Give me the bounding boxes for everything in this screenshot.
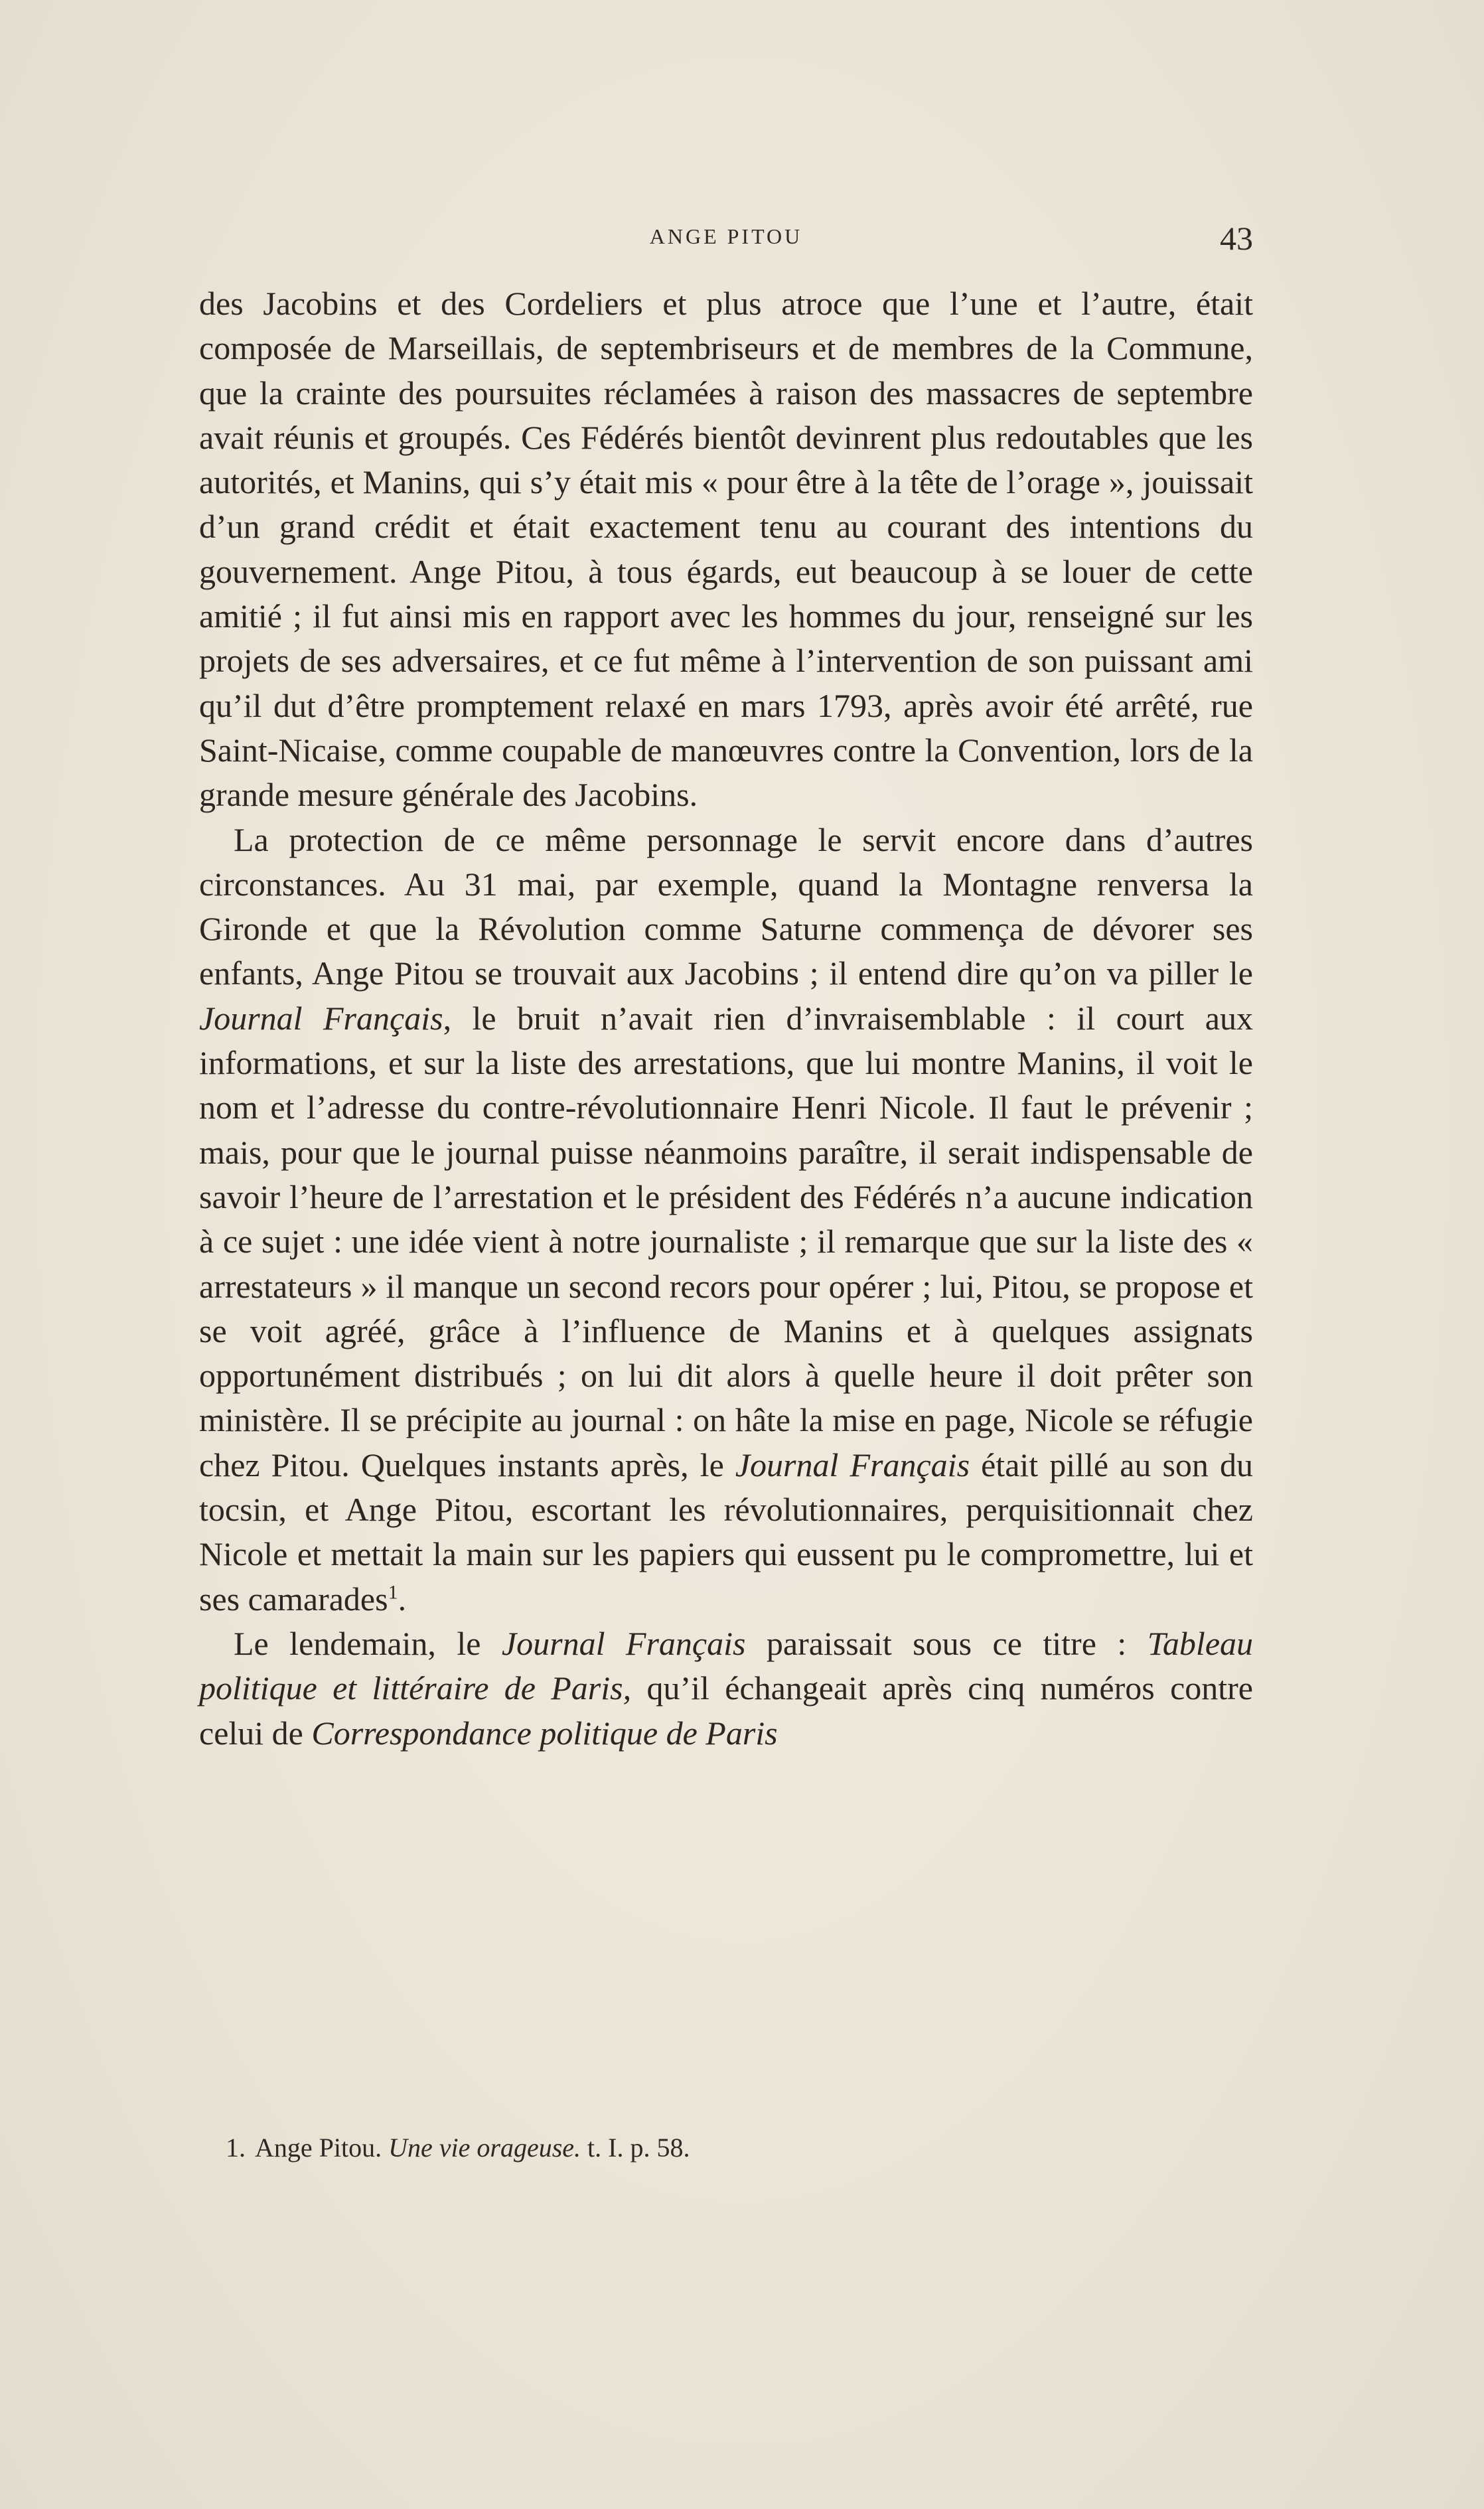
paragraph-2-text-4: . (398, 1580, 407, 1618)
footnote-text-1: Ange Pitou. (255, 2133, 389, 2163)
paragraph-3-text-1: Le lendemain, le (234, 1624, 502, 1662)
paragraph-3-text-2: paraissait sous ce titre : (745, 1624, 1148, 1662)
page-number: 43 (1220, 220, 1253, 257)
correspondance-title-italic: Correspondance politique de Paris (311, 1714, 778, 1752)
journal-title-italic: Journal Français (501, 1624, 746, 1662)
paragraph-3-text-3: qu’il échangeait après cinq numéros contre celui de (199, 1669, 1253, 1752)
paragraph-3 (199, 1622, 1253, 1756)
footnote-text-2: t. I. p. 58. (581, 2133, 690, 2163)
paragraph-2 (199, 818, 1253, 1622)
body-text (199, 281, 1253, 1756)
paragraph-2-text-2: , le bruit n’avait rien d’invraisemblable : il court aux informations, et sur la liste des arrestations, que lui montre Manins, il voit le nom et l’adresse du contre-révolutionnaire Henri Nicole. Il faut le prévenir ; mais, pour que le journal puisse néanmoins paraître, il serait indispensable de savoir l’heure de l’arrestation et le président des Fédérés n’a aucune indication à ce sujet : une idée vient à notre journaliste ; il remarque que sur la liste des « arrestateurs » il manque un second recors pour opérer ; lui, Pitou, se propose et se voit agréé, grâce à l’influence de Manins et à quelques assignats opportunément distribués ; on lui dit alors à quelle heure il doit prêter son ministère. Il se précipite au journal : on hâte la mise en page, Nicole se réfugie chez Pitou. Quelques instants après, le (199, 999, 1253, 1483)
paragraph-1-text: des Jacobins et des Cordeliers et plus atroce que l’une et l’autre, était composée de Marseillais, de septembriseurs et de membres de la Commune, que la crainte des poursuites réclamées à raison des massacres de septembre avait réunis et groupés. Ces Fédérés bientôt devinrent plus redoutables que les autorités, et Manins, qui s’y était mis « pour être à la tête de l’orage », jouissait d’un grand crédit et était exactement tenu au courant des intentions du gouvernement. Ange Pitou, à tous égards, eut beaucoup à se louer de cette amitié ; il fut ainsi mis en rapport avec les hommes du jour, renseigné sur les projets de ses adversaires, et ce fut même à l’intervention de son puissant ami qu’il dut d’être promptement relaxé en mars 1793, après avoir été arrêté, rue Saint-Nicaise, comme coupable de manœuvres contre la Convention, lors de la grande mesure générale des Jacobins. (199, 285, 1253, 814)
footnote (226, 2132, 1248, 2163)
paragraph-2-text-1: La protection de ce même personnage le servit encore dans d’autres circonstances. Au 31 mai, par exemple, quand la Montagne renversa la Gironde et que la Révolution comme Saturne commença de dévorer ses enfants, Ange Pitou se trouvait aux Jacobins ; il entend dire qu’on va piller le (199, 820, 1253, 992)
paragraph-1 (199, 281, 1253, 818)
new-title-italic: Tableau politique et littéraire de Paris, (199, 1624, 1254, 1707)
journal-title-italic: Journal Français (199, 999, 443, 1037)
footnote-reference[interactable]: 1 (388, 1580, 398, 1603)
running-head (199, 219, 1253, 259)
footnote-book-title: Une vie orageuse. (388, 2133, 581, 2163)
running-title: ANGE PITOU (649, 224, 803, 248)
footnote-marker: 1. (226, 2133, 246, 2163)
paragraph-2-text-3: était pillé au son du tocsin, et Ange Pitou, escortant les révolutionnaires, perquisitionnait chez Nicole et mettait la main sur les papiers qui eussent pu le compromettre, lui et ses camarades (199, 1446, 1254, 1618)
journal-title-italic: Journal Français (735, 1446, 970, 1483)
